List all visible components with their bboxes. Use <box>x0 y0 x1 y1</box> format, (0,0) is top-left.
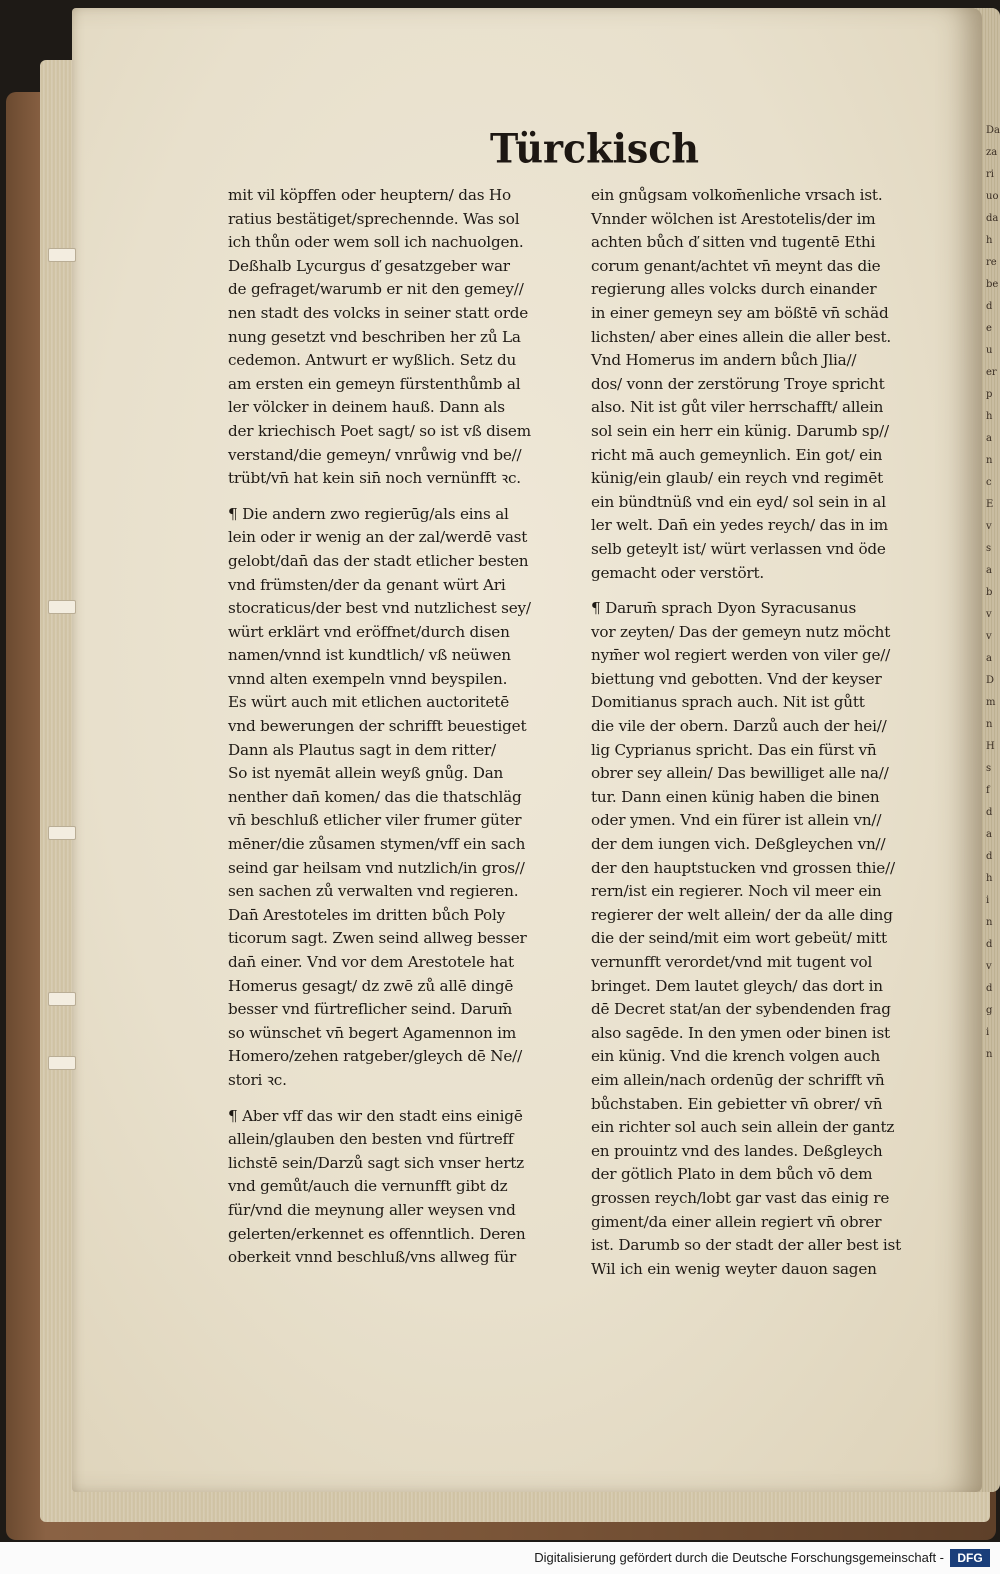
text-line: ein richter sol auch sein allein der gantz <box>591 1118 895 1137</box>
text-line: Vnnder wölchen ist Arestotelis/der im <box>591 209 876 228</box>
text-line: gemacht oder verstört. <box>591 563 764 582</box>
text-line: nenther dan̄ komen/ das die thatschläg <box>228 787 522 806</box>
text-line: biettung vnd gebotten. Vnd der keyser <box>591 669 882 688</box>
text-line: also sagēde. In den ymen oder binen ist <box>591 1023 890 1042</box>
paragraph <box>591 597 937 1281</box>
page-tab <box>48 1056 76 1070</box>
text-line: vernunfft verordet/vnd mit tugent vol <box>591 953 873 971</box>
text-line: stori ꝛc. <box>228 1070 287 1089</box>
edge-fragment: u <box>986 345 993 356</box>
edge-fragment: re <box>986 257 997 268</box>
text-line: ¶ Aber vff das wir den stadt eins einigē <box>228 1106 523 1125</box>
text-line: dan̄ einer. Vnd vor dem Arestotele hat <box>228 953 514 971</box>
text-line: lichsten/ aber eines allein die aller best. <box>591 327 892 346</box>
paragraph <box>228 1105 580 1270</box>
edge-fragment: p <box>986 389 993 400</box>
text-line: Dan̄ Arestoteles im dritten bůch Poly <box>228 905 505 924</box>
text-line: lein oder ir wenig an der zal/werdē vast <box>228 528 528 547</box>
edge-fragment: i <box>986 1027 990 1038</box>
text-line: en prouintz vnd des landes. Deßgleych <box>591 1141 883 1160</box>
text-line: namen/vnnd ist kundtlich/ vß neüwen <box>228 646 511 665</box>
edge-fragment: a <box>986 653 992 664</box>
text-line: Wil ich ein wenig weyter dauon sagen <box>591 1259 877 1278</box>
text-line: trübt/vn̄ hat kein sin̄ noch vernünfft ꝛc. <box>228 469 521 488</box>
text-line: selb geteylt ist/ würt verlassen vnd öde <box>591 539 886 558</box>
left-text-column <box>228 184 580 1282</box>
text-line: seind gar heilsam vnd nutzlich/in gros// <box>228 858 525 877</box>
edge-fragment: be <box>986 279 999 290</box>
text-line: lig Cyprianus spricht. Das ein fürst vn̄ <box>591 740 877 759</box>
edge-fragment: v <box>986 631 992 642</box>
text-line: in einer gemeyn sey am bößtē vn̄ schäd <box>591 303 889 322</box>
edge-fragment: uo <box>986 191 999 202</box>
text-line: cedemon. Antwurt er wyßlich. Setz du <box>228 351 517 370</box>
edge-fragment: n <box>986 719 993 730</box>
edge-fragment: n <box>986 455 993 466</box>
edge-fragment: f <box>986 785 990 796</box>
right-page-fragment <box>986 120 1000 1130</box>
edge-fragment: h <box>986 235 993 246</box>
edge-fragment: g <box>986 1005 993 1016</box>
text-line: künig/ein glaub/ ein reych vnd regimēt <box>591 469 884 488</box>
text-line: Homerus gesagt/ dz zwē zů allē dingē <box>228 976 514 995</box>
text-line: ein bündtnüß vnd ein eyd/ sol sein in al <box>591 492 886 511</box>
edge-fragment: h <box>986 873 993 884</box>
text-line: achten bůch ď sitten vnd tugentē Ethi <box>591 233 876 252</box>
text-line: mit vil köpffen oder heuptern/ das Ho <box>228 186 511 204</box>
text-line: für/vnd die meynung aller weysen vnd <box>228 1200 516 1219</box>
edge-fragment: D <box>986 675 995 686</box>
text-line: der den hauptstucken vnd grossen thie// <box>591 858 895 877</box>
text-line: oder ymen. Vnd ein fürer ist allein vn// <box>591 811 882 830</box>
text-line: ticorum sagt. Zwen seind allweg besser <box>228 929 527 948</box>
text-line: vn̄ beschluß etlicher viler frumer güter <box>228 811 522 830</box>
text-line: de gefraget/warumb er nit den gemey// <box>228 280 524 299</box>
text-line: sol sein ein herr ein künig. Darumb sp// <box>591 421 889 440</box>
edge-fragment: d <box>986 807 993 818</box>
edge-fragment: za <box>986 147 998 158</box>
text-line: ler völcker in deinem hauß. Dann als <box>228 398 505 417</box>
text-line: der kriechisch Poet sagt/ so ist vß disem <box>228 421 531 440</box>
edge-fragment: v <box>986 521 992 532</box>
page-tab <box>48 992 76 1006</box>
text-line: der götlich Plato in dem bůch vō dem <box>591 1165 873 1184</box>
text-line: dē Decret stat/an der sybendenden frag <box>591 1000 891 1019</box>
text-line: ¶ Darum̄ sprach Dyon Syracusanus <box>591 599 857 618</box>
text-line: besser vnd fürtreflicher seind. Darum̄ <box>228 1000 513 1019</box>
edge-fragment: a <box>986 433 992 444</box>
edge-fragment: v <box>986 961 992 972</box>
text-line: lichstē sein/Darzů sagt sich vnser hertz <box>228 1153 524 1172</box>
running-head: Türckisch <box>490 124 700 172</box>
footer-bar <box>0 1542 1000 1574</box>
text-line: Domitianus sprach auch. Nit ist gůtt <box>591 693 865 712</box>
text-line: regierung alles volcks durch einander <box>591 280 877 299</box>
edge-fragment: d <box>986 983 993 994</box>
text-line: dos/ vonn der zerstörung Troye spricht <box>591 374 885 393</box>
text-line: stocraticus/der best vnd nutzlichest sey/ <box>228 599 531 618</box>
text-line: der dem iungen vich. Deßgleychen vn// <box>591 835 886 854</box>
text-line: vnd bewerungen der schrifft beuestiget <box>228 717 527 736</box>
text-line: die der seind/mit eim wort gebeüt/ mitt <box>591 929 887 948</box>
paragraph <box>228 503 580 1093</box>
edge-fragment: a <box>986 565 992 576</box>
text-line: würt erklärt vnd eröffnet/durch disen <box>228 622 510 641</box>
text-line: Es würt auch mit etlichen auctoritetē <box>228 693 509 712</box>
text-line: vnd gemůt/auch die vernunfft gibt dz <box>228 1177 508 1196</box>
page-tab <box>48 600 76 614</box>
edge-fragment: s <box>986 543 992 554</box>
text-line: Deßhalb Lycurgus ď gesatzgeber war <box>228 256 510 275</box>
funding-credit: Digitalisierung gefördert durch die Deutsche Forschungsgemeinschaft - <box>534 1550 944 1565</box>
page-tab <box>48 248 76 262</box>
edge-fragment: er <box>986 367 997 378</box>
text-line: ler welt. Dan̄ ein yedes reych/ das in im <box>591 516 888 535</box>
text-line: richt mā auch gemeynlich. Ein got/ ein <box>591 445 883 464</box>
text-line: vor zeyten/ Das der gemeyn nutz möcht <box>591 622 891 641</box>
edge-fragment: h <box>986 411 993 422</box>
text-line: giment/da einer allein regiert vn̄ obrer <box>591 1212 882 1231</box>
right-text-column <box>591 184 937 1293</box>
text-line: sen sachen zů verwalten vnd regieren. <box>228 882 519 901</box>
paragraph <box>228 184 580 491</box>
edge-fragment: c <box>986 477 992 488</box>
text-line: grossen reych/lobt gar vast das einig re <box>591 1188 890 1207</box>
text-line: Dann als Plautus sagt in dem ritter/ <box>228 740 496 759</box>
edge-fragment: n <box>986 1049 993 1060</box>
text-line: vnd frümsten/der da genant würt Ari <box>228 575 506 594</box>
text-line: corum genant/achtet vn̄ meynt das die <box>591 256 881 275</box>
paragraph <box>591 184 937 585</box>
text-line: oberkeit vnnd beschluß/vns allweg für <box>228 1248 517 1267</box>
text-line: nung gesetzt vnd beschriben her zů La <box>228 327 521 346</box>
edge-fragment: n <box>986 917 993 928</box>
text-line: so wünschet vn̄ begert Agamennon im <box>228 1023 517 1042</box>
text-line: gelerten/erkennet es offenntlich. Deren <box>228 1224 526 1243</box>
page-tab <box>48 826 76 840</box>
text-line: Homero/zehen ratgeber/gleych dē Ne// <box>228 1047 522 1066</box>
edge-fragment: e <box>986 323 992 334</box>
edge-fragment: H <box>986 741 995 752</box>
text-line: So ist nyemāt allein weyß gnůg. Dan <box>228 764 504 783</box>
text-line: nym̄er wol regiert werden von viler ge// <box>591 646 891 665</box>
edge-fragment: d <box>986 851 993 862</box>
edge-fragment: a <box>986 829 992 840</box>
text-line: mēner/die zůsamen stymen/vff ein sach <box>228 835 526 854</box>
edge-fragment: Da <box>986 125 1000 136</box>
text-line: ist. Darumb so der stadt der aller best ist <box>591 1236 902 1255</box>
text-line: ¶ Die andern zwo regierūg/als eins al <box>228 504 509 523</box>
dfg-logo: DFG <box>950 1549 990 1567</box>
text-line: die vile der obern. Darzů auch der hei// <box>591 717 887 736</box>
edge-fragment: d <box>986 939 993 950</box>
edge-fragment: d <box>986 301 993 312</box>
text-line: ich thůn oder wem soll ich nachuolgen. <box>228 233 524 252</box>
text-line: ratius bestätiget/sprechennde. Was sol <box>228 209 520 228</box>
text-line: bůchstaben. Ein gebietter vn̄ obrer/ vn̄ <box>591 1094 883 1113</box>
text-line: vnnd alten exempeln vnnd beyspilen. <box>228 669 508 688</box>
text-line: tur. Dann einen künig haben die binen <box>591 787 880 806</box>
text-line: also. Nit ist gůt viler herrschafft/ allein <box>591 398 884 417</box>
text-line: regierer der welt allein/ der da alle ding <box>591 905 893 924</box>
text-line: bringet. Dem lautet gleych/ das dort in <box>591 976 883 995</box>
edge-fragment: m <box>986 697 996 708</box>
text-line: verstand/die gemeyn/ vnrůwig vnd be// <box>228 445 522 464</box>
text-line: gelobt/dan̄ das der stadt etlicher besten <box>228 551 529 570</box>
edge-fragment: ri <box>986 169 994 180</box>
text-line: rern/ist ein regierer. Noch vil meer ein <box>591 882 882 901</box>
edge-fragment: E <box>986 499 994 510</box>
edge-fragment: v <box>986 609 992 620</box>
edge-fragment: i <box>986 895 990 906</box>
text-line: allein/glauben den besten vnd fürtreff <box>228 1130 514 1149</box>
text-line: obrer sey allein/ Das bewilliget alle na// <box>591 764 889 783</box>
text-line: ein gnůgsam volkom̄enliche vrsach ist. <box>591 186 883 204</box>
text-line: nen stadt des volcks in seiner statt orde <box>228 303 529 322</box>
edge-fragment: b <box>986 587 993 598</box>
edge-fragment: s <box>986 763 992 774</box>
text-line: ein künig. Vnd die krench volgen auch <box>591 1047 881 1066</box>
text-line: eim allein/nach ordenūg der schrifft vn̄ <box>591 1070 885 1089</box>
text-line: Vnd Homerus im andern bůch Jlia// <box>591 351 857 370</box>
edge-fragment: da <box>986 213 999 224</box>
text-line: am ersten ein gemeyn fürstenthůmb al <box>228 374 521 393</box>
